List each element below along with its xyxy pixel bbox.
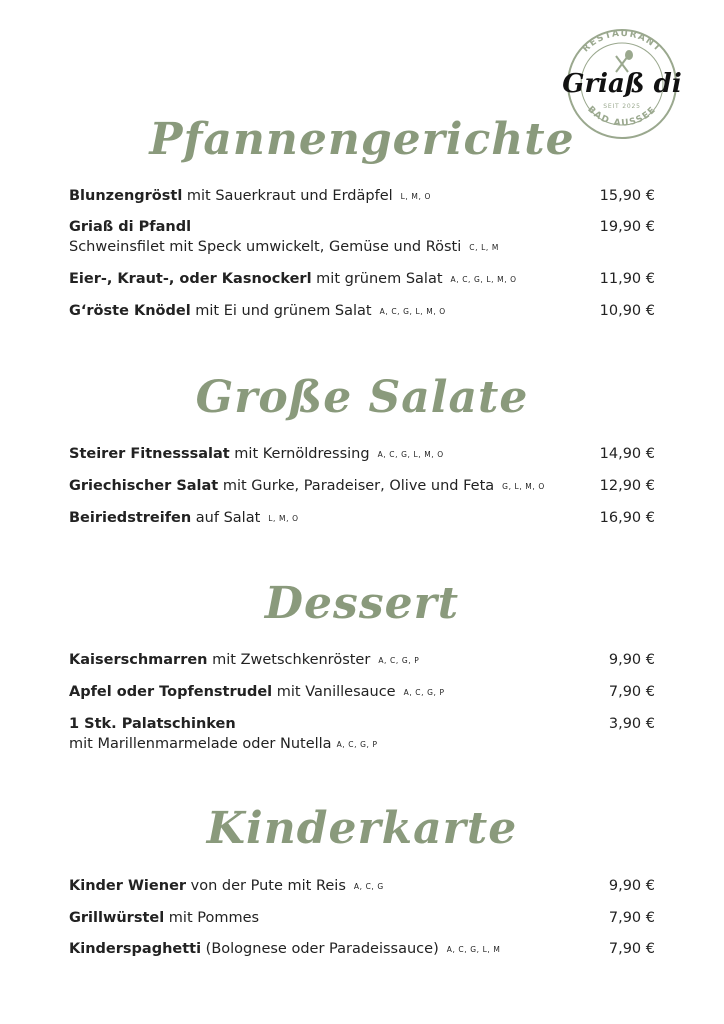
menu-item (69, 714, 655, 755)
item-name: G‘röste Knödel (69, 303, 191, 319)
menu-item (69, 876, 655, 897)
item-description: mit Marillenmarmelade oder Nutella (69, 736, 332, 752)
menu-item (69, 186, 655, 207)
item-price: 11,90 € (599, 271, 655, 287)
item-allergens: A, C, G, P (403, 688, 445, 697)
menu-item (69, 650, 655, 671)
item-price: 12,90 € (599, 478, 655, 494)
item-price: 19,90 € (599, 219, 655, 235)
item-price: 15,90 € (599, 188, 655, 204)
logo-since: SEIT 2025 (603, 103, 641, 110)
item-allergens: A, C, G, P (378, 656, 420, 665)
item-description: von der Pute mit Reis (186, 878, 346, 894)
item-price: 9,90 € (608, 878, 655, 894)
svg-text:RESTAURANT (581, 29, 663, 55)
item-description: mit Kernöldressing (229, 446, 370, 462)
item-name: Kinderspaghetti (69, 941, 202, 957)
item-description: mit Zwetschkenröster (207, 652, 371, 668)
item-description: mit Gurke, Paradeiser, Olive und Feta (218, 478, 495, 494)
section-title: Große Salate (195, 372, 529, 423)
item-description: mit Ei und grünem Salat (190, 303, 372, 319)
item-name: Griaß di Pfandl (69, 219, 192, 235)
section-title: Pfannengerichte (149, 114, 575, 165)
menu-item (69, 301, 655, 322)
item-name: Kaiserschmarren (69, 652, 208, 668)
item-allergens: L, M, O (268, 514, 299, 523)
item-name: Apfel oder Topfenstrudel (69, 684, 273, 700)
menu-item (69, 444, 655, 465)
item-description: (Bolognese oder Paradeissauce) (201, 941, 439, 957)
section-kinderkarte (0, 794, 724, 960)
logo-name: Griaß di (562, 69, 682, 99)
menu-item (69, 217, 655, 258)
item-name: Kinder Wiener (69, 878, 187, 894)
item-price: 9,90 € (608, 652, 655, 668)
item-allergens: C, L, M (469, 243, 499, 252)
menu-item (69, 908, 655, 928)
item-name: Eier-, Kraut-, oder Kasnockerl (69, 271, 312, 287)
item-description: mit Vanillesauce (272, 684, 396, 700)
item-allergens: A, C, G, L, M (446, 945, 501, 954)
item-allergens: A, C, G (353, 882, 384, 891)
item-description: mit grünem Salat (311, 271, 443, 287)
item-name: 1 Stk. Palatschinken (69, 716, 236, 732)
item-allergens: A, C, G, L, M, O (450, 275, 517, 284)
section-dessert (0, 566, 724, 755)
item-description: Schweinsfilet mit Speck umwickelt, Gemüse und Rösti (69, 239, 462, 255)
item-name: Grillwürstel (69, 910, 165, 926)
item-description: mit Pommes (164, 910, 260, 926)
menu-item (69, 682, 655, 703)
menu-item (69, 476, 655, 497)
item-allergens: A, C, G, P (336, 740, 378, 749)
menu-item (69, 269, 655, 290)
item-price: 3,90 € (608, 716, 655, 732)
item-price: 7,90 € (608, 684, 655, 700)
item-price: 16,90 € (599, 510, 655, 526)
item-name: Griechischer Salat (69, 478, 219, 494)
section-title: Dessert (264, 578, 460, 629)
item-allergens: L, M, O (400, 192, 431, 201)
menu-item (69, 508, 655, 529)
item-price: 14,90 € (599, 446, 655, 462)
item-description: mit Sauerkraut und Erdäpfel (182, 188, 393, 204)
menu-item (69, 939, 655, 960)
item-allergens: A, C, G, L, M, O (377, 450, 444, 459)
item-name: Beiriedstreifen (69, 510, 192, 526)
logo-bottom-text: BAD AUSSEE (585, 104, 659, 129)
item-allergens: A, C, G, L, M, O (379, 307, 446, 316)
section-title: Kinderkarte (206, 803, 518, 854)
item-description: auf Salat (191, 510, 261, 526)
item-price: 7,90 € (608, 941, 655, 957)
logo-top-text: RESTAURANT (580, 28, 664, 55)
item-price: 7,90 € (608, 910, 655, 926)
section-pfannengerichte (0, 100, 724, 322)
item-price: 10,90 € (599, 303, 655, 319)
item-allergens: G, L, M, O (502, 482, 545, 491)
item-name: Blunzengröstl (69, 188, 183, 204)
section-grosse-salate (0, 360, 724, 529)
item-name: Steirer Fitnesssalat (69, 446, 230, 462)
